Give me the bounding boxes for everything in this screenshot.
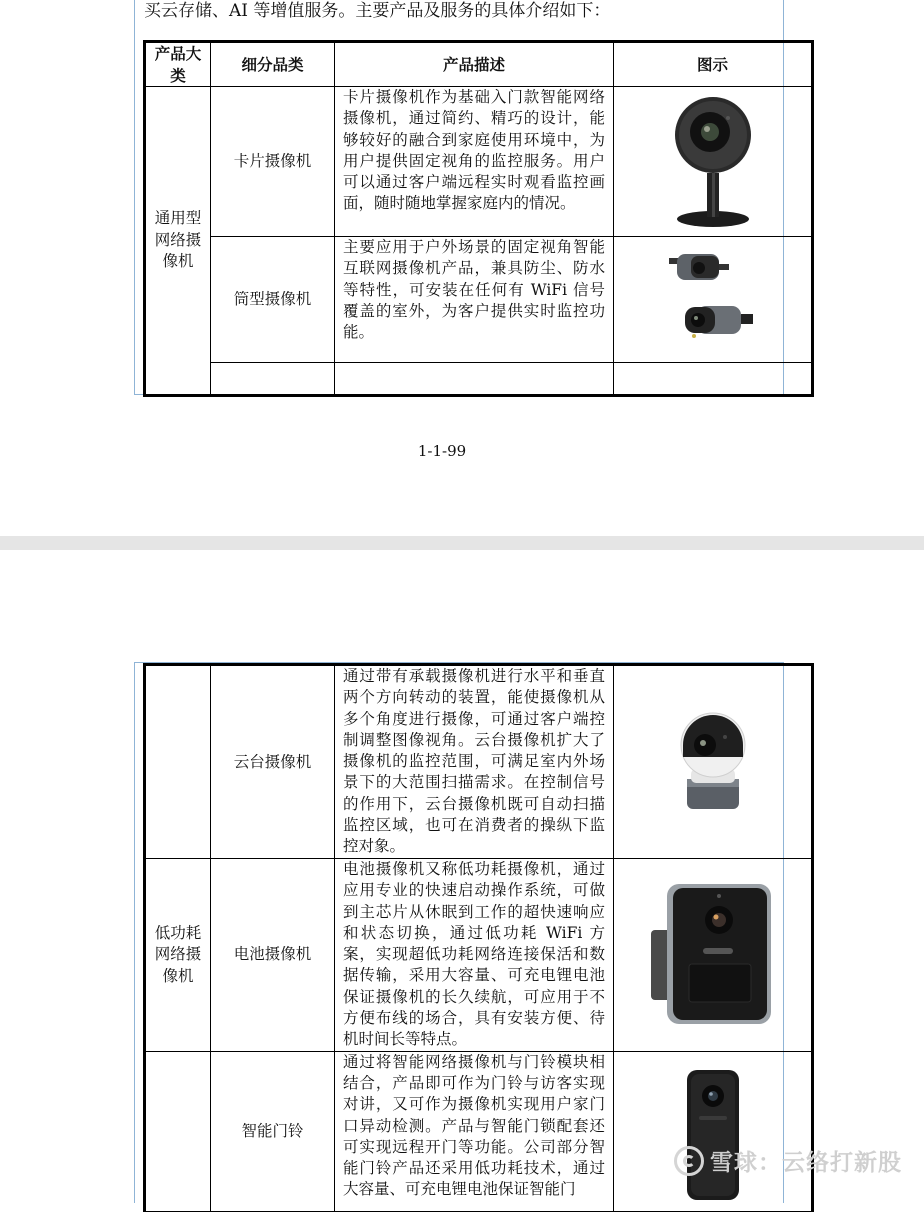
image-cell [614, 1051, 813, 1211]
watermark-text: 雪球：云络打新股 [710, 1150, 902, 1176]
subcategory-cell: 电池摄像机 [211, 859, 335, 1052]
battery-camera-icon [643, 880, 783, 1030]
category-cell: 低功耗网络摄像机 [145, 859, 211, 1052]
card-camera-icon [668, 93, 758, 231]
image-cell [614, 363, 813, 396]
category-cell: 通用型网络摄像机 [145, 87, 211, 396]
subcategory-cell: 智能门铃 [211, 1051, 335, 1211]
table-row [145, 237, 813, 363]
doorbell-icon [685, 1070, 741, 1200]
image-cell [614, 859, 813, 1052]
category-cell [145, 665, 211, 859]
bullet-camera-icon [665, 252, 761, 348]
table-row [145, 363, 813, 396]
table-row [145, 665, 813, 859]
page-number: 1-1-99 [417, 442, 467, 460]
subcategory-cell [211, 363, 335, 396]
header-image: 图示 [614, 42, 813, 87]
ptz-camera-icon [675, 711, 751, 813]
description-cell: 电池摄像机又称低功耗摄像机，通过应用专业的快速启动操作系统，可做到主芯片从休眠到工作的超快速响应和状态切换，通过低功耗 WiFi 方案，实现超低功耗网络连接保活和数据传输，采用大容量、可充电锂电池保证摄像机的长久续航，可应用于不方便布线的场合，具有安装方便、待机时间长等特点。 [335, 859, 614, 1052]
header-subcategory: 细分品类 [211, 42, 335, 87]
product-table-continued [143, 663, 814, 1212]
description-cell: 通过将智能网络摄像机与门铃模块相结合，产品即可作为门铃与访客实现对讲，又可作为摄像机实现用户家门口异动检测。产品与智能门锁配套还可实现远程开门等功能。公司部分智能门铃产品还采用低功耗技术，通过大容量、可充电锂电池保证智能门 [335, 1051, 614, 1211]
subcategory-cell: 筒型摄像机 [211, 237, 335, 363]
description-cell: 卡片摄像机作为基础入门款智能网络摄像机，通过简约、精巧的设计，能够较好的融合到家庭使用环境中，为用户提供固定视角的监控服务。用户可以通过客户端远程实时观看监控画面，随时随地掌握家庭内的情况。 [335, 87, 614, 237]
description-cell: 主要应用于户外场景的固定视角智能互联网摄像机产品，兼具防尘、防水等特性，可安装在任何有 WiFi 信号覆盖的室外，为客户提供实时监控功能。 [335, 237, 614, 363]
snowball-logo-icon [674, 1146, 704, 1176]
header-description: 产品描述 [335, 42, 614, 87]
table-header-row [145, 42, 813, 87]
document-page-1 [0, 0, 924, 536]
page-separator [0, 536, 924, 550]
subcategory-cell: 卡片摄像机 [211, 87, 335, 237]
category-cell [145, 1051, 211, 1211]
description-cell: 通过带有承载摄像机进行水平和垂直两个方向转动的装置，能使摄像机从多个角度进行摄像，可通过客户端控制调整图像视角。云台摄像机扩大了摄像机的监控范围，可满足室内外场景下的大范围扫描需求。在控制信号的作用下，云台摄像机既可自动扫描监控区域，也可在消费者的操纵下监控对象。 [335, 665, 614, 859]
table-row [145, 859, 813, 1052]
image-cell [614, 237, 813, 363]
table-row [145, 1051, 813, 1211]
product-table [143, 40, 814, 397]
description-cell [335, 363, 614, 396]
table-row [145, 87, 813, 237]
image-cell [614, 87, 813, 237]
image-cell [614, 665, 813, 859]
intro-text: 买云存储、AI 等增值服务。主要产品及服务的具体介绍如下： [144, 1, 611, 21]
watermark [674, 1144, 902, 1177]
subcategory-cell: 云台摄像机 [211, 665, 335, 859]
header-category: 产品大类 [145, 42, 211, 87]
